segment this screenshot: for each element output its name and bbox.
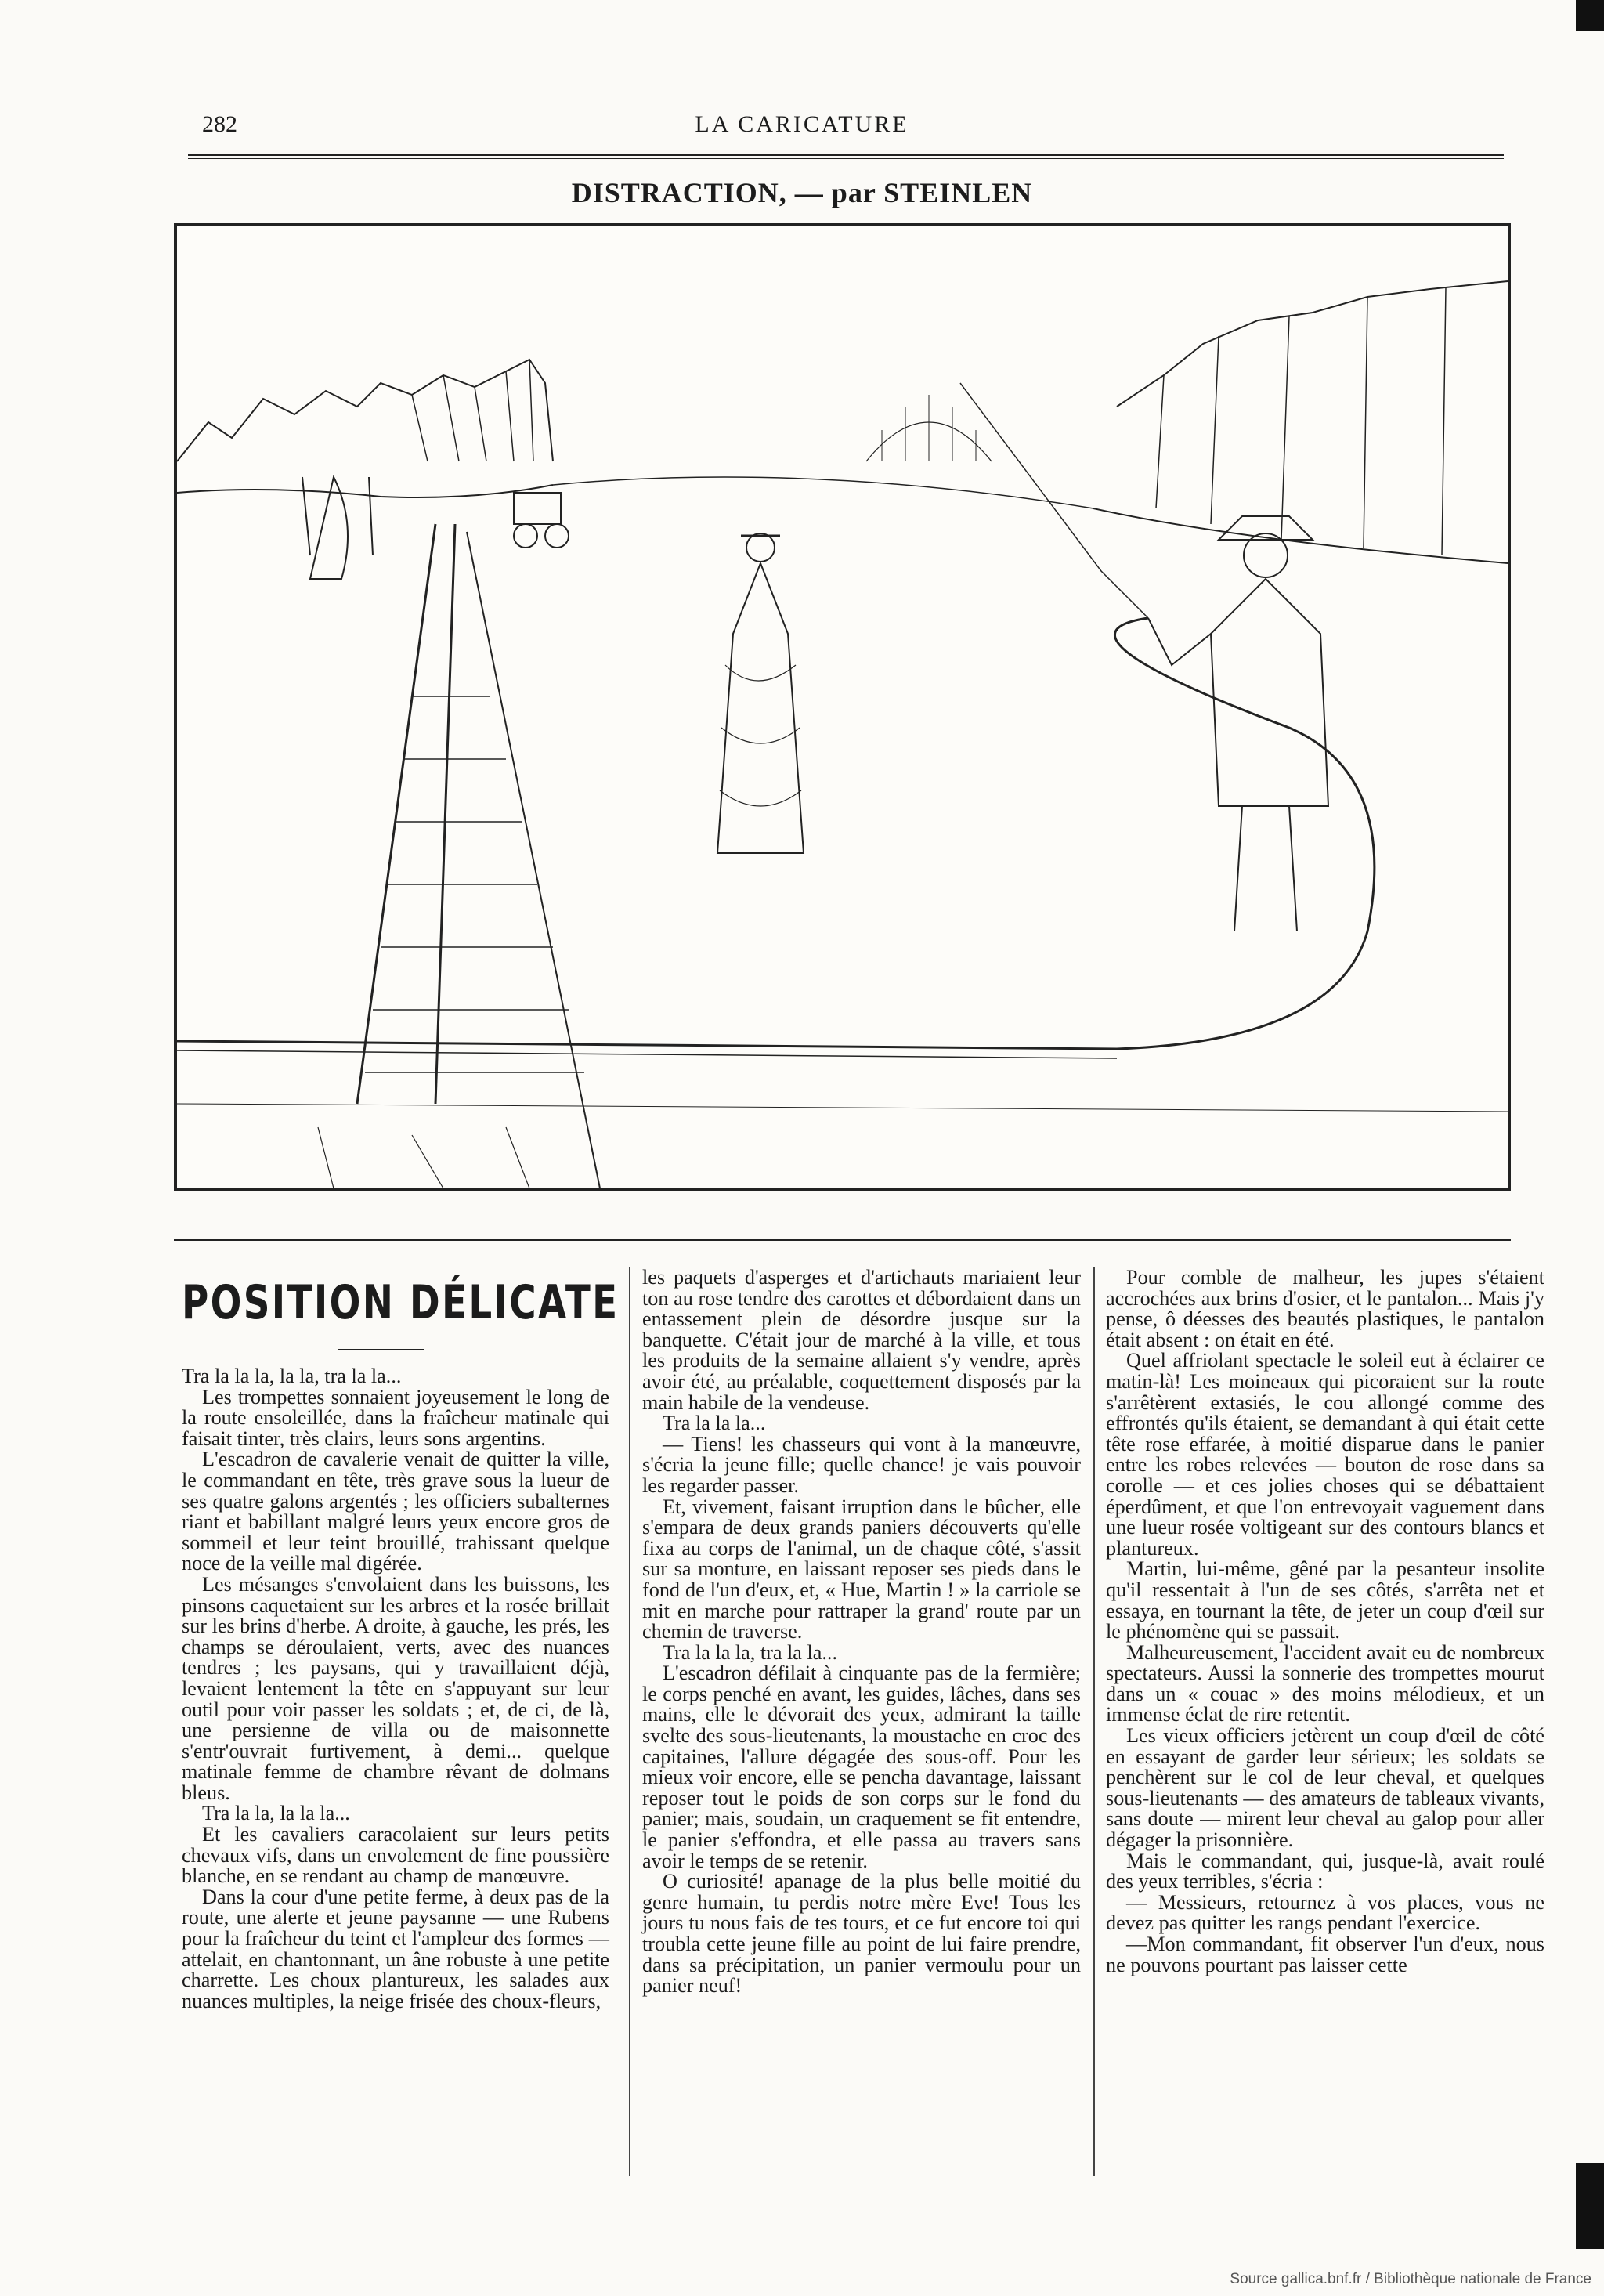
- paragraph: Et, vivement, faisant irruption dans le bûcher, elle s'empara de deux grands paniers découverts qu'elle fixa au corps de l'animal, un de chaque côté, s'assit sur sa monture, en laissant reposer ses pieds dans le fond de l'un d'eux, et, « Hue, Martin ! » la carriole se mit en marche pour rattraper la grand' route par un chemin de traverse.: [642, 1495, 1081, 1643]
- illustration-caption: DISTRACTION, — par STEINLEN: [571, 177, 1033, 208]
- source-credit: Source gallica.bnf.fr / Bibliothèque nationale de France: [1230, 2271, 1591, 2287]
- paragraph: Et les cavaliers caracolaient sur leurs petits chevaux vifs, dans un envolement de fine poussière blanche, en se rendant au champ de manœuvre.: [182, 1823, 609, 1888]
- paragraph: L'escadron défilait à cinquante pas de la fermière; le corps penché en avant, les guides, lâches, dans ses mains, elle le dévorait des yeux, admirant la taille svelte des sous-lieutenants, la moustache en croc des capitaines, l'allure dégagée des sous-off. Pour les mieux voir encore, elle se pencha davantage, laissant reposer tout le poids de son corps sur le fond du panier; mais, soudain, un craquement se fit entendre, le panier s'effondra, et elle passa au travers sans avoir le temps de se retenir.: [642, 1661, 1081, 1872]
- paragraph: Tra la la, la la la...: [202, 1802, 350, 1825]
- paragraph: — Messieurs, retournez à vos places, vous ne devez pas quitter les rangs pendant l'exercice.: [1106, 1890, 1544, 1935]
- header-rule: [188, 154, 1504, 156]
- paragraph: Tra la la la...: [663, 1412, 766, 1435]
- paragraph: — Tiens! les chasseurs qui vont à la manœuvre, s'écria la jeune fille; quelle chance! je vais pouvoir les regarder passer.: [642, 1432, 1081, 1497]
- paragraph: O curiosité! apanage de la plus belle moitié du genre humain, tu perdis notre mère Eve! Tous les jours tu nous fais de tes tours, et ce fut encore toi qui troubla cette jeune fille au point de lui faire prendre, dans sa précipitation, un panier vermoulu pour un panier neuf!: [642, 1870, 1081, 1998]
- paragraph: Mais le commandant, qui, jusque-là, avait roulé des yeux terribles, s'écria :: [1106, 1849, 1544, 1893]
- paragraph: Tra la la la, la la, tra la la...: [182, 1365, 402, 1387]
- column-divider: [1093, 1267, 1095, 2176]
- paragraph: Tra la la la, tra la la...: [663, 1640, 838, 1664]
- article-column-3: [1106, 1267, 1544, 1976]
- paragraph: L'escadron de cavalerie venait de quitter la ville, le commandant en tête, très grave sous la lueur de ses quatre galons argentés ; les officiers subalternes riant et babillant malgré leurs yeux encore gros de sommeil et leur teint brouillé, trahissant quelque noce de la veille mal digérée.: [182, 1448, 609, 1575]
- paragraph: Quel affriolant spectacle le soleil eut à éclairer ce matin-là! Les moineaux qui picoraient sur la route s'arrêtèrent extasiés, le cou allongé comme des effrontés qu'ils étaient, se demandant à qui était cette tête rose effarée, à moitié disparue dans le panier entre les robes relevées — bouton de rose dans sa corolle — et ces jolies choses qui se débattaient éperdûment, et que l'on entrevoyait vaguement dans une lueur rosée voltigeant sur des contours blancs et plantureux.: [1106, 1349, 1544, 1560]
- article-title: POSITION DÉLICATE: [182, 1275, 620, 1330]
- article-column-1: [182, 1267, 620, 2012]
- paragraph: Malheureusement, l'accident avait eu de nombreux spectateurs. Aussi la sonnerie des trompettes mourut dans un « couac » des moins mélodieux, et un immense éclat de rire retentit.: [1106, 1640, 1544, 1727]
- illustration-bottom-rule: [174, 1239, 1511, 1241]
- page-number: 282: [202, 111, 237, 137]
- paragraph: Les mésanges s'envolaient dans les buissons, les pinsons caquetaient sur les arbres et la rosée brillait sur les brins d'herbe. A droite, à gauche, les prés, les champs se déroulaient, verts, avec des nuances tendres ; les paysans, qui y travaillaient déjà, levaient lentement la tête en s'appuyant sur leur outil pour voir passer les soldats ; et, de ci, de là, une persienne de villa ou de maisonnette s'entr'ouvrait furtivement, à demi... quelque matinale femme de chambre rêvant de dolmans bleus.: [182, 1572, 609, 1804]
- header-rule-thin: [188, 158, 1504, 159]
- column-divider: [629, 1267, 630, 2176]
- article-column-2: [642, 1267, 1081, 1997]
- scan-edge-mark: [1576, 2163, 1604, 2249]
- scan-edge-mark: [1576, 0, 1604, 31]
- paragraph: les paquets d'asperges et d'artichauts mariaient leur ton au rose tendre des carottes et débordaient dans un entassement plein de désordre jusque sur la banquette. C'était jour de marché à la ville, et tous les produits de la semaine allaient s'y vendre, après avoir été, au préalable, coquettement disposés par la main habile de la vendeuse.: [642, 1266, 1081, 1414]
- paragraph: Les vieux officiers jetèrent un coup d'œil de côté en essayant de garder leur sérieux; les soldats se penchèrent sur le col de leur cheval, et quelques sous-lieutenants — des amateurs de tableaux vivants, sans doute — mirent leur cheval au galop pour aller dégager la prisonnière.: [1106, 1724, 1544, 1852]
- illustration-drawing: [177, 226, 1508, 1188]
- paragraph: —Mon commandant, fit observer l'un d'eux, nous ne pouvons pourtant pas laisser cette: [1106, 1933, 1544, 1976]
- title-rule: [338, 1349, 424, 1350]
- illustration: [174, 223, 1511, 1191]
- paragraph: Martin, lui-même, gêné par la pesanteur insolite qu'il ressentait à l'un de ses côtés, s'arrêta net et essaya, en tournant la tête, de jeter un coup d'œil sur le phénomène qui se passait.: [1106, 1557, 1544, 1643]
- journal-title: LA CARICATURE: [695, 111, 909, 137]
- paragraph: Les trompettes sonnaient joyeusement le long de la route ensoleillée, dans la fraîcheur matinale qui faisait tinter, très clairs, leurs sons argentins.: [182, 1385, 609, 1450]
- paragraph: Pour comble de malheur, les jupes s'étaient accrochées aux brins d'osier, et le pantalon... Mais j'y pense, ô déesses des beautés plastiques, le pantalon était absent : on était en été.: [1106, 1266, 1544, 1351]
- paragraph: Dans la cour d'une petite ferme, à deux pas de la route, une alerte et jeune paysanne — une Rubens pour la fraîcheur du teint et l'ampleur des formes — attelait, en chantonnant, un âne robuste à une petite charrette. Les choux plantureux, les salades aux nuances multiples, la neige frisée des choux-fleurs,: [182, 1885, 609, 2012]
